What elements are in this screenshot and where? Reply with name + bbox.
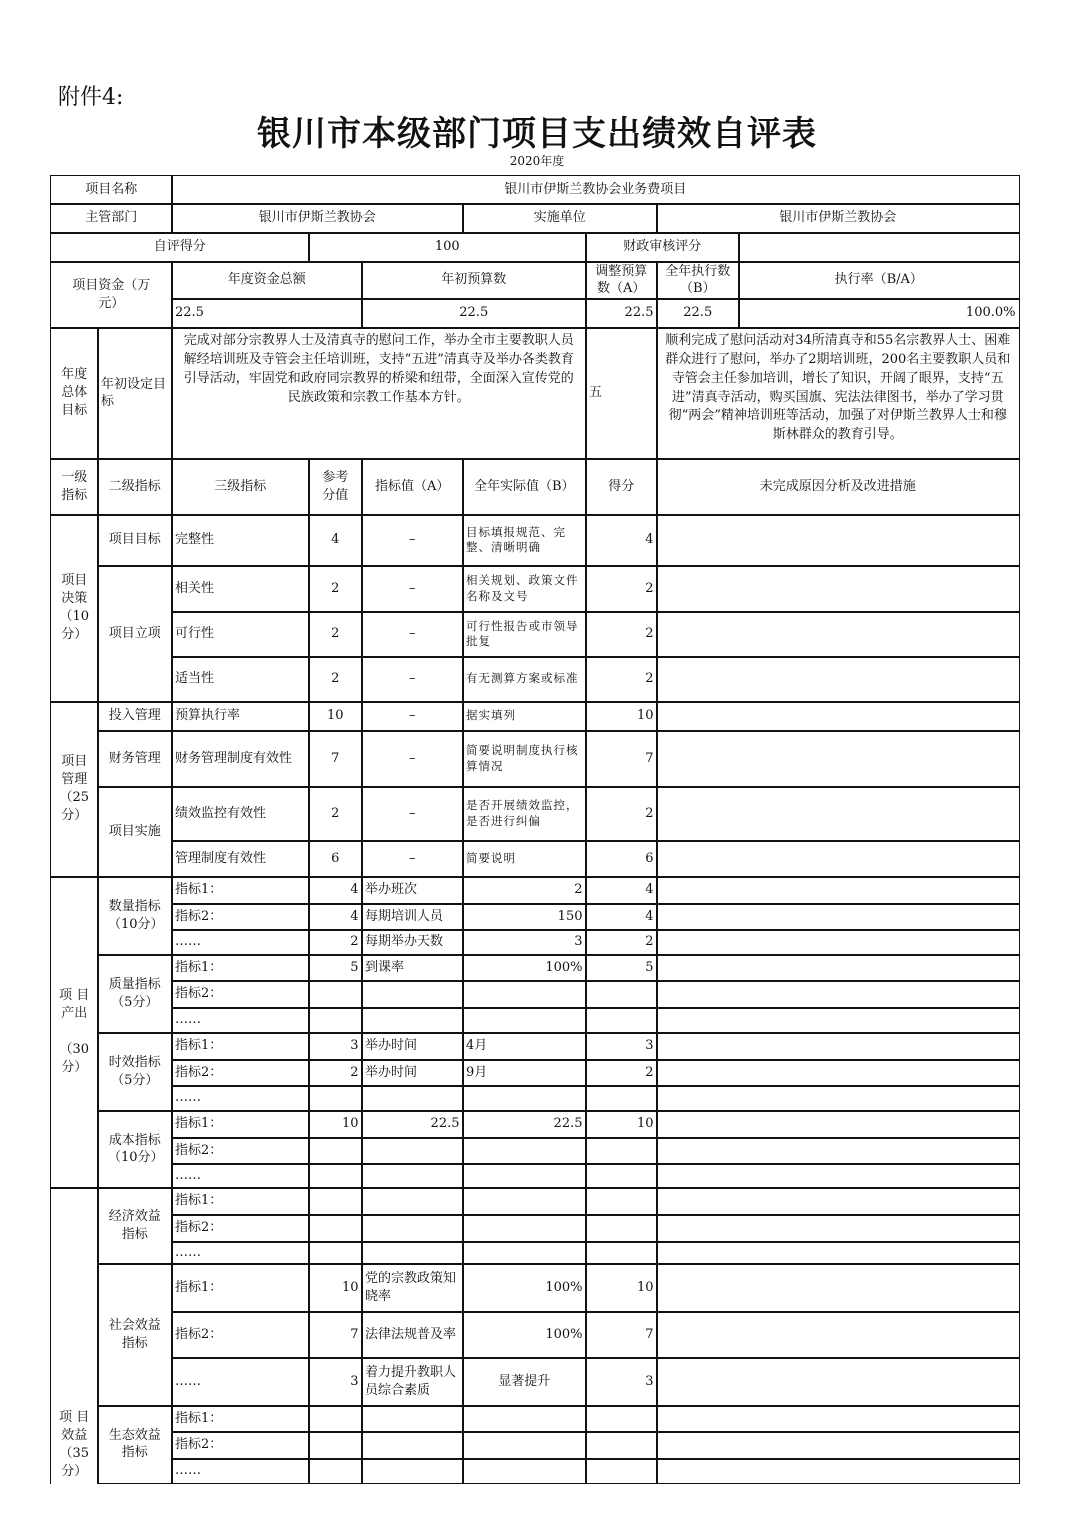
actual-value: 4月 (462, 1032, 587, 1061)
actual-value: 22.5 (462, 1110, 587, 1139)
dept-value: 银川市伊斯兰教协会 (171, 203, 464, 234)
target-value (361, 1163, 464, 1189)
actual-value: 是否开展绩效监控，是否进行纠偏 (462, 786, 587, 842)
actual-value: 可行性报告或市领导批复 (462, 611, 587, 658)
year-label: 2020年度 (509, 154, 565, 168)
funds-header: 调整预算数（A） (585, 261, 658, 300)
level3-indicator: 指标2： (171, 1431, 310, 1460)
reference-score: 2 (308, 611, 363, 658)
level3-indicator: …… (171, 1357, 310, 1407)
score: 4 (585, 903, 658, 931)
score: 2 (585, 1059, 658, 1087)
target-value (361, 1241, 464, 1265)
target-value: 举办班次 (361, 876, 464, 905)
reference-score: 6 (308, 840, 363, 878)
level2-indicator: 项目立项 (97, 565, 173, 703)
target-value (361, 1431, 464, 1460)
funds-value: 22.5 (585, 298, 658, 329)
reference-score: 5 (308, 954, 363, 982)
finance-score-label: 财政审核评分 (585, 232, 740, 263)
funds-value: 100.0% (738, 298, 1020, 329)
score: 7 (585, 1311, 658, 1359)
level3-indicator: 完整性 (171, 514, 310, 567)
improvement-note[interactable] (656, 876, 1020, 905)
improvement-note[interactable] (656, 903, 1020, 931)
funds-label: 项目资金（万元） (50, 261, 173, 329)
goal-actual: 顺利完成了慰问活动对34所清真寺和55名宗教界人士、困难群众进行了慰问，举办了2期培训班，200名主要教职人员和寺管会主任参加培训，增长了知识，开阔了眼界，支持“五进”清真寺活动，购买国旗、宪法法律图书，举办了学习贯彻“两会”精神培训班等活动，加强了对伊斯兰教界人士和穆斯林群众的教育引导。 (656, 327, 1020, 460)
improvement-note[interactable] (656, 1007, 1020, 1034)
improvement-note[interactable] (656, 1085, 1020, 1112)
dept-label: 主管部门 (50, 203, 173, 234)
level2-indicator: 质量指标（5分） (97, 954, 173, 1034)
level2-indicator: 数量指标（10分） (97, 876, 173, 956)
actual-value (462, 1214, 587, 1243)
actual-value: 据实填列 (462, 701, 587, 732)
goal-sub-label: 年初设定目标 (97, 327, 173, 460)
project-name-value: 银川市伊斯兰教协会业务费项目 (171, 175, 1020, 205)
level3-indicator: …… (171, 929, 310, 956)
score: 7 (585, 730, 658, 788)
target-value: – (361, 701, 464, 732)
reference-score (308, 1405, 363, 1433)
level3-indicator: 管理制度有效性 (171, 840, 310, 878)
score: 10 (585, 1263, 658, 1313)
score: 3 (585, 1357, 658, 1407)
target-value: 22.5 (361, 1110, 464, 1139)
improvement-note[interactable] (656, 1431, 1020, 1460)
level3-indicator: 指标1： (171, 1110, 310, 1139)
level2-indicator: 时效指标（5分） (97, 1032, 173, 1112)
improvement-note[interactable] (656, 730, 1020, 788)
reference-score: 4 (308, 876, 363, 905)
target-value (361, 1085, 464, 1112)
goal-marker: 五 (585, 327, 658, 460)
target-value: – (361, 730, 464, 788)
level2-indicator: 项目目标 (97, 514, 173, 567)
score (585, 1431, 658, 1460)
score (585, 1007, 658, 1034)
level3-indicator: 指标1： (171, 1187, 310, 1216)
indicator-header: 未完成原因分析及改进措施 (656, 458, 1020, 516)
actual-value: 有无测算方案或标准 (462, 656, 587, 703)
reference-score: 2 (308, 929, 363, 956)
score (585, 1241, 658, 1265)
target-value: 每期培训人员 (361, 903, 464, 931)
actual-value: 100% (462, 1311, 587, 1359)
improvement-note[interactable] (656, 1263, 1020, 1313)
actual-value (462, 1241, 587, 1265)
target-value: 法律法规普及率 (361, 1311, 464, 1359)
funds-value: 22.5 (361, 298, 587, 329)
actual-value (462, 1163, 587, 1189)
level3-indicator: 指标1： (171, 876, 310, 905)
level3-indicator: 指标2： (171, 1311, 310, 1359)
score: 6 (585, 840, 658, 878)
reference-score: 4 (308, 514, 363, 567)
score (585, 1214, 658, 1243)
level3-indicator: …… (171, 1458, 310, 1484)
funds-header: 执行率（B/A） (738, 261, 1020, 300)
reference-score: 7 (308, 1311, 363, 1359)
score: 10 (585, 701, 658, 732)
improvement-note[interactable] (656, 1187, 1020, 1216)
score (585, 1085, 658, 1112)
actual-value (462, 1405, 587, 1433)
reference-score: 3 (308, 1032, 363, 1061)
target-value (361, 1137, 464, 1165)
target-value (361, 1405, 464, 1433)
actual-value: 9月 (462, 1059, 587, 1087)
score: 2 (585, 565, 658, 613)
reference-score (308, 1431, 363, 1460)
level3-indicator: 指标2： (171, 1214, 310, 1243)
target-value: – (361, 514, 464, 567)
level1-output (50, 876, 99, 1189)
improvement-note[interactable] (656, 514, 1020, 567)
score: 2 (585, 786, 658, 842)
level2-indicator: 社会效益指标 (97, 1263, 173, 1407)
improvement-note[interactable] (656, 1032, 1020, 1061)
level3-indicator: 指标2： (171, 980, 310, 1009)
level1-output-score: （30分） (59, 1042, 90, 1076)
reference-score: 7 (308, 730, 363, 788)
level2-indicator: 投入管理 (97, 701, 173, 732)
level2-indicator: 成本指标（10分） (97, 1110, 173, 1189)
improvement-note[interactable] (656, 954, 1020, 982)
level1-decision: 项目决策（10分） (50, 514, 99, 703)
improvement-note[interactable] (656, 786, 1020, 842)
target-value: – (361, 840, 464, 878)
improvement-note[interactable] (656, 929, 1020, 956)
score: 3 (585, 1032, 658, 1061)
level3-indicator: …… (171, 1241, 310, 1265)
target-value: 党的宗教政策知晓率 (361, 1263, 464, 1313)
level3-indicator: 指标1： (171, 1032, 310, 1061)
reference-score: 2 (308, 565, 363, 613)
target-value: – (361, 611, 464, 658)
funds-header: 年度资金总额 (171, 261, 363, 300)
actual-value: 目标填报规范、完整、清晰明确 (462, 514, 587, 567)
reference-score: 2 (308, 656, 363, 703)
level3-indicator: 指标2： (171, 1059, 310, 1087)
indicator-header: 三级指标 (171, 458, 310, 516)
actual-value (462, 1187, 587, 1216)
goal-label: 年度总体目标 (50, 327, 99, 460)
improvement-note[interactable] (656, 1458, 1020, 1484)
actual-value (462, 1458, 587, 1484)
improvement-note[interactable] (656, 840, 1020, 878)
improvement-note[interactable] (656, 1110, 1020, 1139)
reference-score (308, 1241, 363, 1265)
improvement-note[interactable] (656, 701, 1020, 732)
reference-score (308, 1163, 363, 1189)
score (585, 1187, 658, 1216)
attachment-label: 附件4: (58, 85, 124, 110)
reference-score: 3 (308, 1357, 363, 1407)
self-score-label: 自评得分 (50, 232, 310, 263)
level2-indicator: 项目实施 (97, 786, 173, 878)
target-value: 到课率 (361, 954, 464, 982)
actual-value (462, 1137, 587, 1165)
score (585, 980, 658, 1009)
improvement-note[interactable] (656, 1241, 1020, 1265)
impl-label: 实施单位 (462, 203, 658, 234)
indicator-header: 全年实际值（B） (462, 458, 587, 516)
improvement-note[interactable] (656, 1357, 1020, 1407)
level3-indicator: 相关性 (171, 565, 310, 613)
finance-score-value[interactable] (738, 232, 1020, 263)
improvement-note[interactable] (656, 565, 1020, 613)
page-title: 银川市本级部门项目支出绩效自评表 (257, 114, 817, 154)
score: 4 (585, 876, 658, 905)
target-value: 举办时间 (361, 1059, 464, 1087)
level3-indicator: 指标2： (171, 1137, 310, 1165)
level3-indicator: 指标1： (171, 954, 310, 982)
level2-indicator: 财务管理 (97, 730, 173, 788)
reference-score (308, 1007, 363, 1034)
actual-value: 3 (462, 929, 587, 956)
impl-value: 银川市伊斯兰教协会 (656, 203, 1020, 234)
improvement-note[interactable] (656, 1059, 1020, 1087)
actual-value: 2 (462, 876, 587, 905)
funds-header: 全年执行数（B） (656, 261, 740, 300)
score: 4 (585, 514, 658, 567)
score (585, 1458, 658, 1484)
reference-score (308, 1187, 363, 1216)
goal-planned: 完成对部分宗教界人士及清真寺的慰问工作，举办全市主要教职人员解经培训班及寺管会主任培训班，支持“五进”清真寺及举办各类教育引导活动，牢固党和政府同宗教界的桥梁和纽带，全面深入宣传党的民族政策和宗教工作基本方针。 (171, 327, 587, 460)
actual-value: 100% (462, 1263, 587, 1313)
reference-score: 10 (308, 1110, 363, 1139)
improvement-note[interactable] (656, 611, 1020, 658)
level2-indicator: 经济效益指标 (97, 1187, 173, 1265)
indicator-header: 二级指标 (97, 458, 173, 516)
actual-value: 相关规划、政策文件名称及文号 (462, 565, 587, 613)
level3-indicator: 指标1： (171, 1405, 310, 1433)
score: 2 (585, 929, 658, 956)
actual-value (462, 1431, 587, 1460)
level3-indicator: 指标1： (171, 1263, 310, 1313)
self-score-value: 100 (308, 232, 587, 263)
reference-score: 10 (308, 701, 363, 732)
level3-indicator: 指标2： (171, 903, 310, 931)
actual-value: 简要说明制度执行核算情况 (462, 730, 587, 788)
level3-indicator: 适当性 (171, 656, 310, 703)
target-value (361, 1214, 464, 1243)
level2-indicator: 生态效益指标 (97, 1405, 173, 1484)
actual-value: 100% (462, 954, 587, 982)
indicator-header: 得分 (585, 458, 658, 516)
level3-indicator: 预算执行率 (171, 701, 310, 732)
funds-header: 年初预算数 (361, 261, 587, 300)
reference-score: 10 (308, 1263, 363, 1313)
improvement-note[interactable] (656, 1163, 1020, 1189)
actual-value (462, 1085, 587, 1112)
project-name-label: 项目名称 (50, 175, 173, 205)
improvement-note[interactable] (656, 1405, 1020, 1433)
improvement-note[interactable] (656, 980, 1020, 1009)
reference-score (308, 1458, 363, 1484)
target-value: – (361, 565, 464, 613)
target-value (361, 980, 464, 1009)
target-value: – (361, 656, 464, 703)
score (585, 1163, 658, 1189)
level3-indicator: …… (171, 1007, 310, 1034)
actual-value: 简要说明 (462, 840, 587, 878)
target-value: – (361, 786, 464, 842)
indicator-header: 参考分值 (308, 458, 363, 516)
target-value: 着力提升教职人员综合素质 (361, 1357, 464, 1407)
improvement-note[interactable] (656, 1137, 1020, 1165)
indicator-header: 指标值（A） (361, 458, 464, 516)
actual-value (462, 980, 587, 1009)
score (585, 1137, 658, 1165)
level3-indicator: 可行性 (171, 611, 310, 658)
level1-management: 项目管理（25分） (50, 701, 99, 878)
actual-value (462, 1007, 587, 1034)
reference-score (308, 1214, 363, 1243)
improvement-note[interactable] (656, 1311, 1020, 1359)
score: 5 (585, 954, 658, 982)
reference-score (308, 1137, 363, 1165)
score (585, 1405, 658, 1433)
funds-value: 22.5 (656, 298, 740, 329)
reference-score (308, 980, 363, 1009)
target-value (361, 1458, 464, 1484)
level3-indicator: 绩效监控有效性 (171, 786, 310, 842)
reference-score: 2 (308, 1059, 363, 1087)
score: 2 (585, 656, 658, 703)
level1-benefit: 项 目效益（35分） (50, 1187, 99, 1484)
improvement-note[interactable] (656, 656, 1020, 703)
improvement-note[interactable] (656, 1214, 1020, 1243)
reference-score (308, 1085, 363, 1112)
target-value: 举办时间 (361, 1032, 464, 1061)
target-value (361, 1187, 464, 1216)
reference-score: 4 (308, 903, 363, 931)
level1-output-label: 项 目产出 (59, 987, 90, 1022)
reference-score: 2 (308, 786, 363, 842)
target-value: 每期举办天数 (361, 929, 464, 956)
indicator-header: 一级指标 (50, 458, 99, 516)
level3-indicator: …… (171, 1163, 310, 1189)
level3-indicator: 财务管理制度有效性 (171, 730, 310, 788)
level3-indicator: …… (171, 1085, 310, 1112)
actual-value: 显著提升 (462, 1357, 587, 1407)
score: 2 (585, 611, 658, 658)
funds-value: 22.5 (171, 298, 363, 329)
target-value (361, 1007, 464, 1034)
score: 10 (585, 1110, 658, 1139)
actual-value: 150 (462, 903, 587, 931)
